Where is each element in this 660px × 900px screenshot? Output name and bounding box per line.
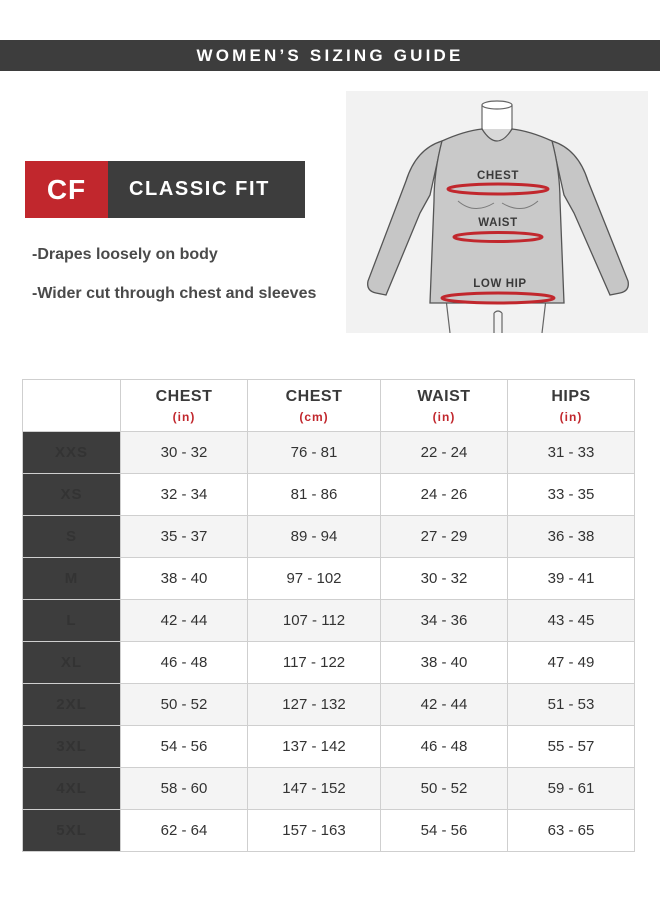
chest-in-value: 30 - 32 <box>121 432 248 474</box>
column-header-hips-in: HIPS (in) <box>508 380 635 432</box>
size-label: XS <box>23 474 121 516</box>
size-label: L <box>23 600 121 642</box>
table-row <box>23 726 635 768</box>
table-row <box>23 600 635 642</box>
chest-cm-value: 97 - 102 <box>248 558 381 600</box>
chest-cm-value: 127 - 132 <box>248 684 381 726</box>
table-row <box>23 684 635 726</box>
table-row <box>23 474 635 516</box>
fit-badge <box>25 161 305 218</box>
column-header-waist-in: WAIST (in) <box>381 380 508 432</box>
waist-in-value: 30 - 32 <box>381 558 508 600</box>
size-column-header: SIZE <box>23 380 121 432</box>
table-row <box>23 432 635 474</box>
hips-in-value: 55 - 57 <box>508 726 635 768</box>
size-chart-table <box>22 379 635 852</box>
chest-in-value: 50 - 52 <box>121 684 248 726</box>
table-row <box>23 516 635 558</box>
waist-in-value: 38 - 40 <box>381 642 508 684</box>
size-label: M <box>23 558 121 600</box>
waist-in-value: 42 - 44 <box>381 684 508 726</box>
hips-in-value: 31 - 33 <box>508 432 635 474</box>
hips-in-value: 47 - 49 <box>508 642 635 684</box>
hips-in-value: 59 - 61 <box>508 768 635 810</box>
hips-in-value: 51 - 53 <box>508 684 635 726</box>
table-header-row <box>23 380 635 432</box>
chest-label: CHEST <box>477 170 519 182</box>
right-sleeve <box>552 141 628 295</box>
chest-in-value: 54 - 56 <box>121 726 248 768</box>
table-row <box>23 810 635 852</box>
chest-cm-value: 147 - 152 <box>248 768 381 810</box>
chest-in-value: 58 - 60 <box>121 768 248 810</box>
page-title-banner <box>0 40 660 71</box>
table-row <box>23 642 635 684</box>
chest-in-value: 46 - 48 <box>121 642 248 684</box>
hips-in-value: 63 - 65 <box>508 810 635 852</box>
chest-cm-value: 117 - 122 <box>248 642 381 684</box>
waist-in-value: 34 - 36 <box>381 600 508 642</box>
table-row <box>23 768 635 810</box>
size-label: XXS <box>23 432 121 474</box>
waist-in-value: 50 - 52 <box>381 768 508 810</box>
size-label: XL <box>23 642 121 684</box>
size-label: 2XL <box>23 684 121 726</box>
size-label: S <box>23 516 121 558</box>
size-label: 3XL <box>23 726 121 768</box>
hips-in-value: 33 - 35 <box>508 474 635 516</box>
fit-description-1: -Drapes loosely on body <box>32 246 218 263</box>
size-label: 5XL <box>23 810 121 852</box>
column-header-chest-in: CHEST (in) <box>121 380 248 432</box>
size-label: 4XL <box>23 768 121 810</box>
chest-in-value: 38 - 40 <box>121 558 248 600</box>
hips-in-value: 39 - 41 <box>508 558 635 600</box>
chest-cm-value: 89 - 94 <box>248 516 381 558</box>
chest-in-value: 35 - 37 <box>121 516 248 558</box>
table-row <box>23 558 635 600</box>
chest-in-value: 32 - 34 <box>121 474 248 516</box>
fit-description-2: -Wider cut through chest and sleeves <box>32 285 317 302</box>
hips-in-value: 43 - 45 <box>508 600 635 642</box>
waist-in-value: 27 - 29 <box>381 516 508 558</box>
low-hip-label: LOW HIP <box>473 278 527 290</box>
waist-in-value: 22 - 24 <box>381 432 508 474</box>
waist-in-value: 54 - 56 <box>381 810 508 852</box>
chest-in-value: 62 - 64 <box>121 810 248 852</box>
waist-in-value: 46 - 48 <box>381 726 508 768</box>
shirt-torso <box>430 129 564 303</box>
mannequin-illustration <box>346 91 648 333</box>
hips-in-value: 36 - 38 <box>508 516 635 558</box>
measurement-figure <box>346 91 648 333</box>
waist-label: WAIST <box>478 217 518 229</box>
chest-cm-value: 137 - 142 <box>248 726 381 768</box>
chest-cm-value: 107 - 112 <box>248 600 381 642</box>
chest-cm-value: 157 - 163 <box>248 810 381 852</box>
fit-name: CLASSIC FIT <box>108 161 305 218</box>
chest-cm-value: 76 - 81 <box>248 432 381 474</box>
fit-code: CF <box>25 161 108 218</box>
waist-in-value: 24 - 26 <box>381 474 508 516</box>
page-title: WOMEN’S SIZING GUIDE <box>196 46 464 65</box>
column-header-chest-cm: CHEST (cm) <box>248 380 381 432</box>
chest-cm-value: 81 - 86 <box>248 474 381 516</box>
chest-in-value: 42 - 44 <box>121 600 248 642</box>
